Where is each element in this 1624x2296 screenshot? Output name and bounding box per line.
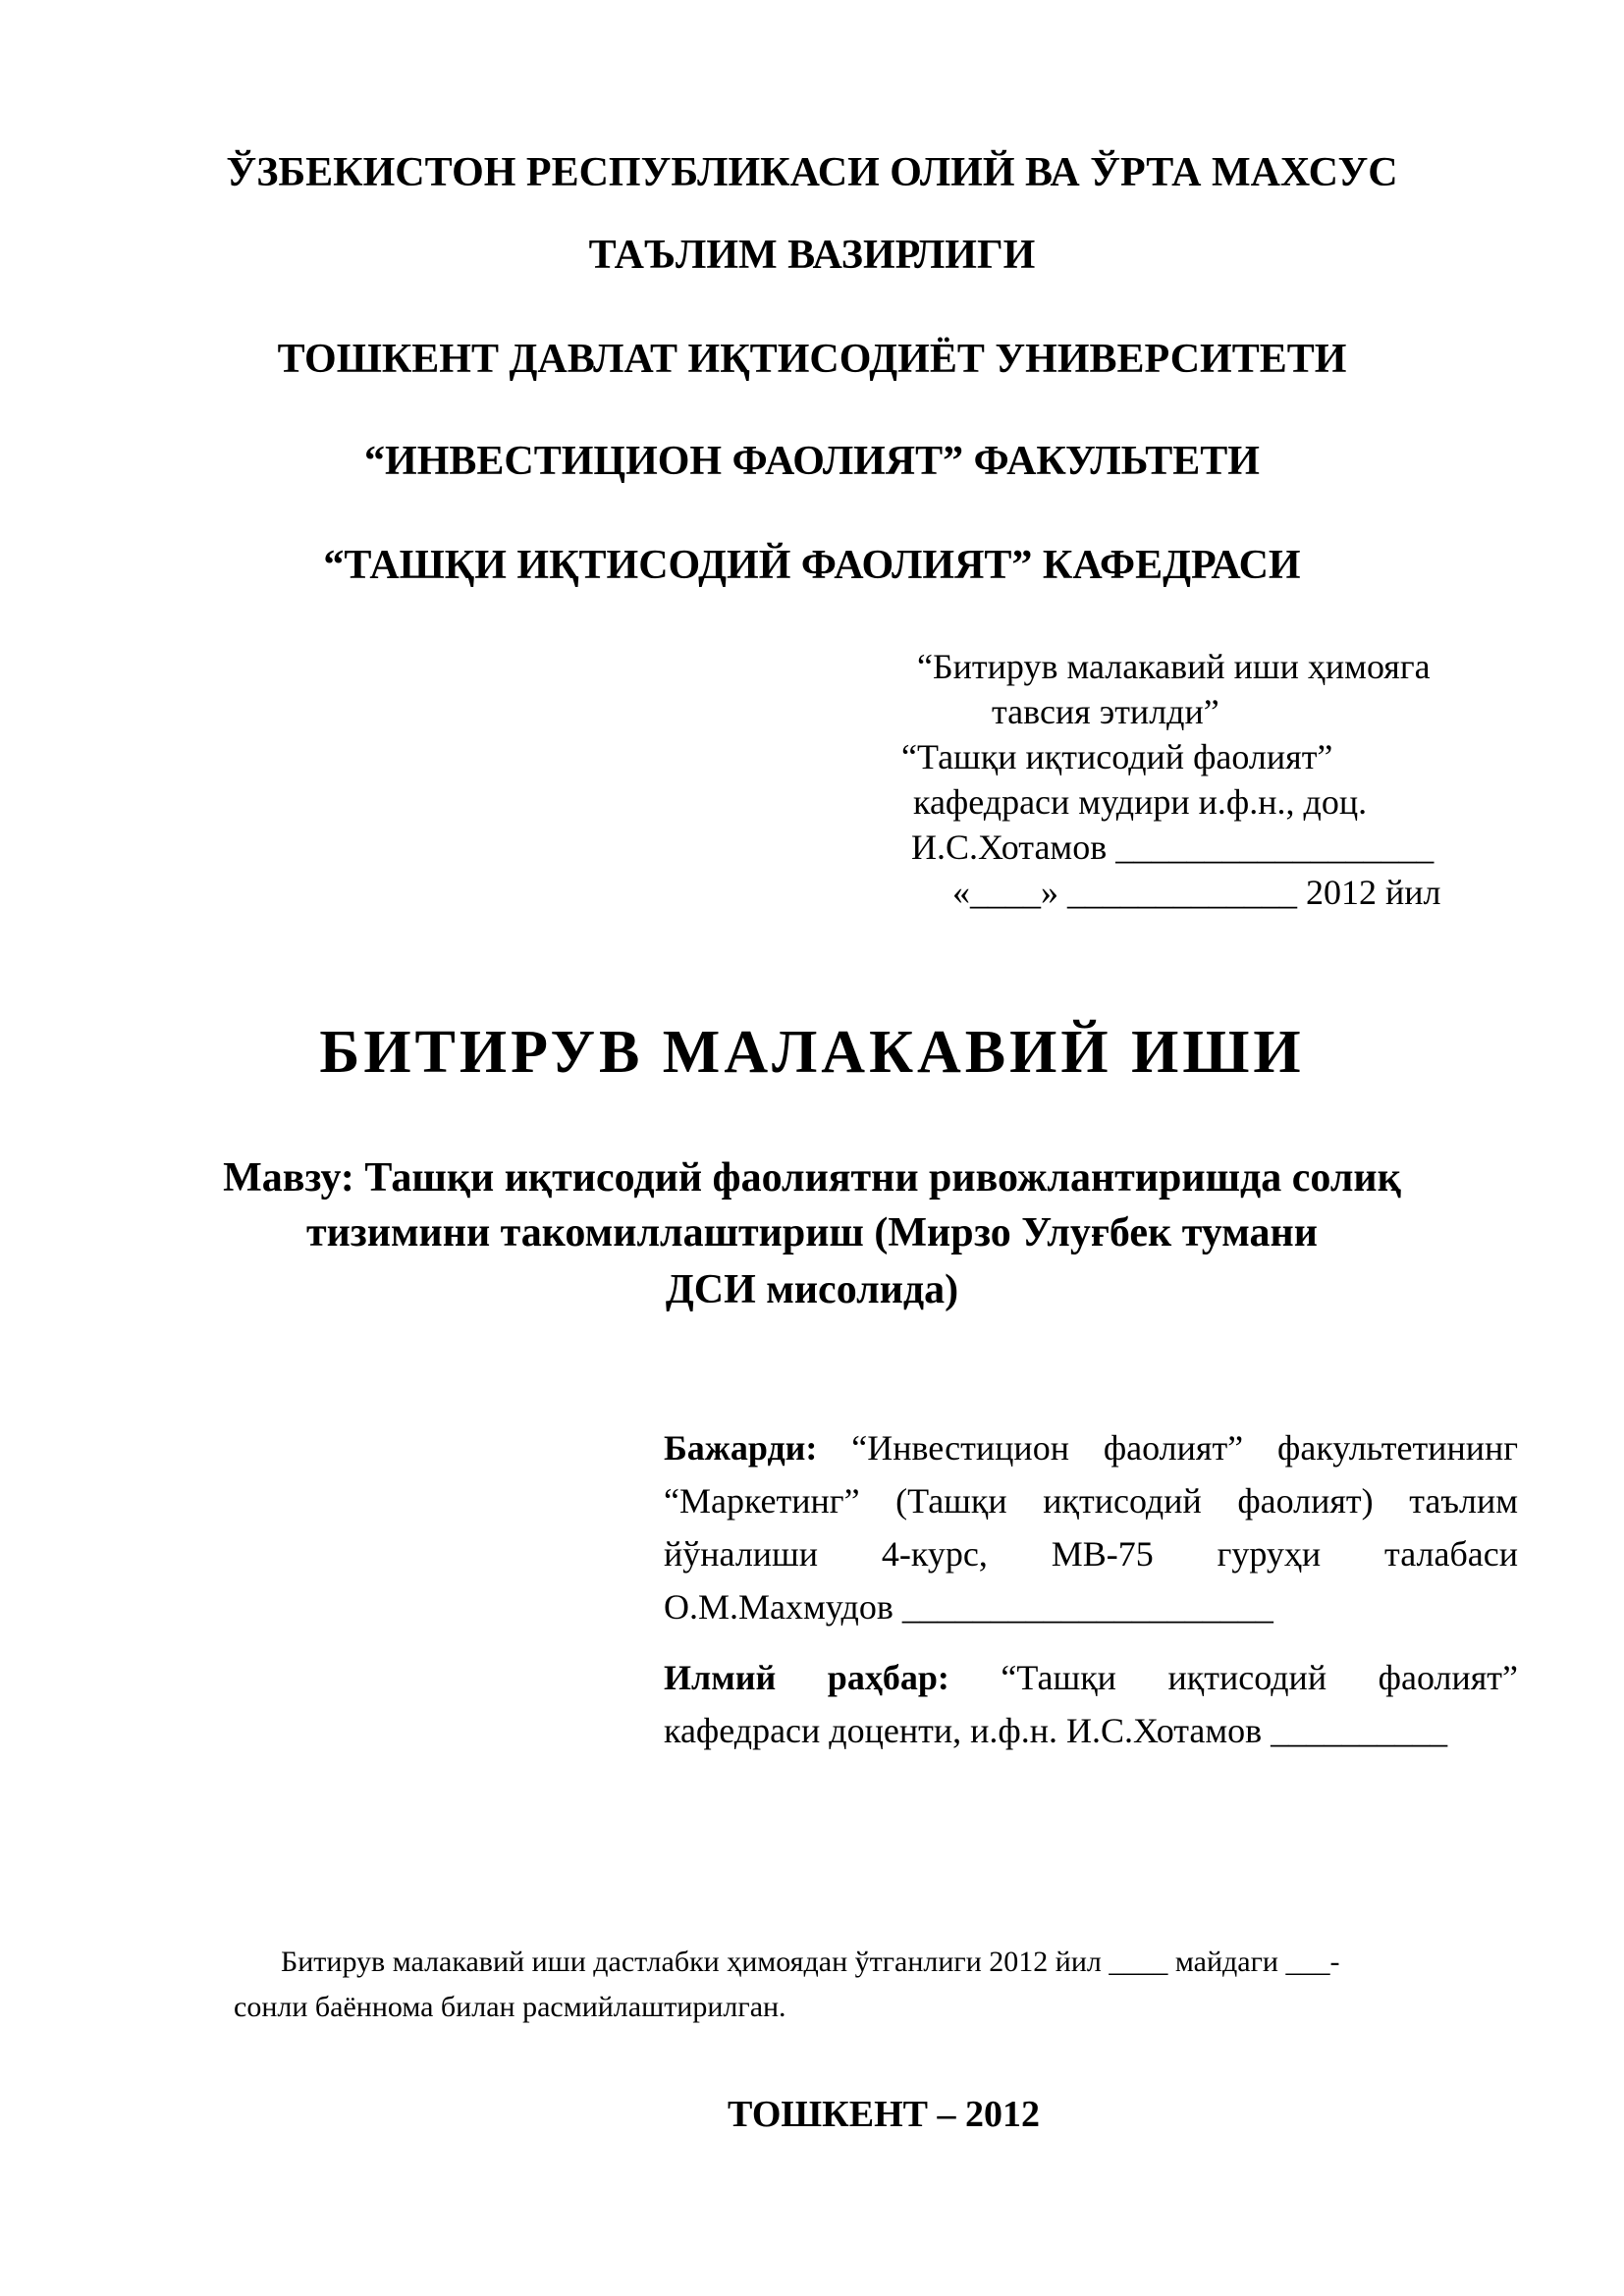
approval-line-2: тавсия этилди” — [992, 692, 1219, 731]
city-year: ТОШКЕНТ – 2012 — [728, 2094, 1040, 2135]
university-name: ТОШКЕНТ ДАВЛАТ ИҚТИСОДИЁТ УНИВЕРСИТЕТИ — [277, 337, 1347, 382]
supervisor-line-1 — [664, 1651, 1518, 1704]
performer-faculty: “Инвестицион фаолият” факультетининг — [851, 1428, 1519, 1468]
document-title: БИТИРУВ МАЛАКАВИЙ ИШИ — [319, 1019, 1305, 1086]
supervisor-line-2: кафедраси доценти, и.ф.н. И.С.Хотамов __________ — [664, 1711, 1448, 1750]
performer-line-2: “Маркетинг” (Ташқи иқтисодий фаолият) таълим — [664, 1481, 1518, 1521]
approval-line-3: “Ташқи иқтисодий фаолият” — [901, 737, 1333, 776]
faculty-name: “ИНВЕСТИЦИОН ФАОЛИЯТ” ФАКУЛЬТЕТИ — [364, 439, 1260, 484]
pre-defense-note-line-1: Битирув малакавий иши дастлабки ҳимоядан ўтганлиги 2012 йил ____ майдаги ___- — [281, 1946, 1340, 1978]
ministry-line-1: ЎЗБЕКИСТОН РЕСПУБЛИКАСИ ОЛИЙ ВА ЎРТА МАХСУС — [226, 150, 1398, 195]
supervisor-department: “Ташқи иқтисодий фаолият” — [1001, 1658, 1518, 1697]
topic-line-2: тизимини такомиллаштириш (Мирзо Улуғбек тумани — [306, 1210, 1318, 1255]
approval-line-4: кафедраси мудири и.ф.н., доц. — [913, 782, 1368, 822]
approval-line-5: И.С.Хотамов __________________ — [911, 828, 1435, 867]
department-name: “ТАШҚИ ИҚТИСОДИЙ ФАОЛИЯТ” КАФЕДРАСИ — [323, 543, 1301, 588]
performer-line-3: йўналиши 4-курс, МВ-75 гуруҳи талабаси — [664, 1534, 1518, 1574]
ministry-line-2: ТАЪЛИМ ВАЗИРЛИГИ — [588, 233, 1036, 278]
topic-line-3: ДСИ мисолида) — [665, 1267, 959, 1312]
performer-line-1 — [664, 1421, 1518, 1474]
pre-defense-note-line-2: сонли баённома билан расмийлаштирилган. — [234, 1991, 786, 2023]
approval-line-6: «____» _____________ 2012 йил — [952, 873, 1441, 912]
supervisor-label: Илмий раҳбар: — [664, 1658, 949, 1697]
performer-line-4: О.М.Махмудов _____________________ — [664, 1587, 1273, 1627]
topic-line-1: Мавзу: Ташқи иқтисодий фаолиятни ривожлантиришда солиқ — [223, 1155, 1401, 1201]
performer-block — [664, 1421, 1518, 1633]
approval-line-1: “Битирув малакавий иши ҳимояга — [917, 647, 1431, 686]
supervisor-block — [664, 1651, 1518, 1757]
performer-label: Бажарди: — [664, 1428, 818, 1468]
